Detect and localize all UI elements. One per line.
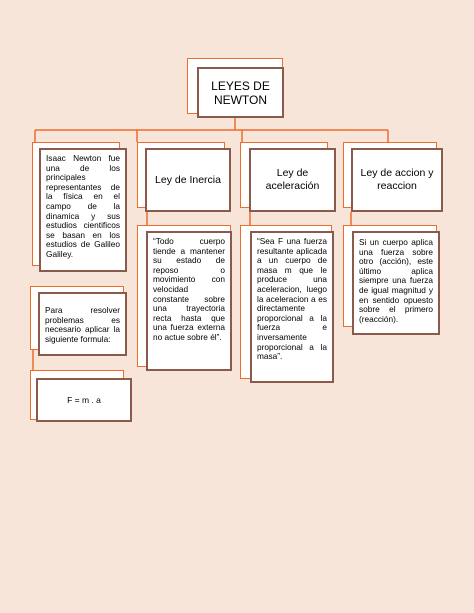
reaccion-heading: Ley de accion y reaccion [360,167,434,192]
aceleracion-heading: Ley de aceleración [265,167,320,192]
reaccion-heading-node [351,148,443,212]
aceleracion-text-node [250,231,334,383]
reaccion-text-node [352,231,440,335]
inercia-heading: Ley de Inercia [155,173,221,186]
inercia-text-node [146,231,232,371]
inercia-heading-node [145,148,231,212]
formula-text: F = m . a [67,395,101,405]
intro-text: Isaac Newton fue una de los principales representantes de la física en el campo de la dinamica y sus estudios cientificos se basan en los estudios de Galileo Galiley. [46,153,120,259]
root-title: LEYES DE NEWTON [211,78,270,107]
formula-intro-node [38,292,127,356]
root-node [197,67,284,118]
intro-node [39,148,127,272]
reaccion-text: Si un cuerpo aplica una fuerza sobre otro (acción), este último aplica siempre una fuerza de igual magnitud y en sentido opuesto sobre el primero (reacción). [359,237,433,324]
formula-intro-text: Para resolver problemas es necesario aplicar la siguiente formula: [45,305,120,344]
formula-node [36,378,132,422]
aceleracion-text: “Sea F una fuerza resultante aplicada a un cuerpo de masa m que le produce una aceleracion, luego la aceleracion a es directamente proporcional a la fuerza e inversamente proporcional a la masa”. [257,236,327,362]
inercia-text: “Todo cuerpo tiende a mantener su estado de reposo o movimiento con velocidad constante sobre una trayectoria recta hasta que una fuerza externa no actue sobre él”. [153,236,225,342]
aceleracion-heading-node [249,148,336,212]
